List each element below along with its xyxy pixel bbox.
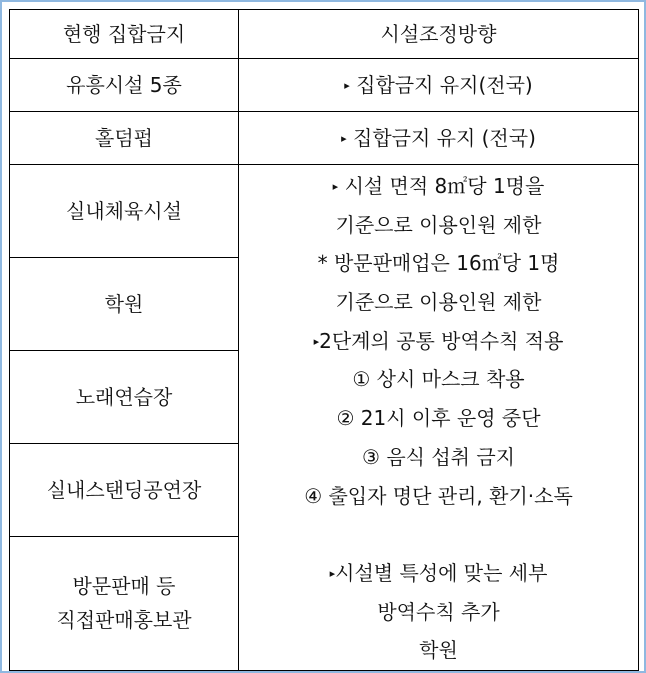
detail-line: ① 상시 마스크 착용 [352, 367, 525, 392]
detail-line: ▸2단계의 공통 방역수칙 적용 [313, 328, 564, 353]
detail-line: ③ 음식 섭취 금지 [362, 444, 515, 469]
table-row [10, 112, 639, 165]
facility-direct-sales: 방문판매 등 직접판매홍보관 [10, 537, 239, 671]
facility-standing-venue: 실내스탠딩공연장 [10, 444, 239, 537]
header-current-ban: 현행 집합금지 [10, 10, 239, 59]
detail-line: * 방문판매업은 16㎡당 1명 [317, 251, 560, 276]
row-entertainment-policy: ▸ 집합금지 유지(전국) [239, 59, 639, 112]
triangle-bullet-icon: ▸ [344, 78, 350, 92]
row-entertainment-venues: 유흥시설 5종 [10, 59, 239, 112]
detail-line: 학원 [419, 638, 458, 663]
spacer [243, 515, 634, 554]
detail-line: ② 21시 이후 운영 중단 [336, 406, 541, 431]
facility-karaoke: 노래연습장 [10, 351, 239, 444]
detail-line: ④ 출입자 명단 관리, 환기·소독 [304, 483, 573, 508]
policy-table [9, 9, 639, 671]
facility-indoor-sports: 실내체육시설 [10, 165, 239, 258]
triangle-bullet-icon: ▸ [313, 334, 320, 348]
facility-academy: 학원 [10, 258, 239, 351]
detail-line: 기준으로 이용인원 제한 [335, 290, 542, 315]
row-holdem-policy: ▸ 집합금지 유지 (전국) [239, 112, 639, 165]
detail-line: ▸시설별 특성에 맞는 세부 [329, 560, 548, 585]
detail-line: ▸ 시설 면적 8㎡당 1명을 [332, 174, 545, 198]
facility-adjustment-details [239, 165, 639, 671]
table-header-row [10, 10, 639, 59]
header-adjustment-direction: 시설조정방향 [239, 10, 639, 59]
triangle-bullet-icon: ▸ [332, 180, 339, 193]
row-holdem-pub: 홀덤펍 [10, 112, 239, 165]
detail-line: 기준으로 이용인원 제한 [335, 212, 542, 237]
detail-line: 방역수칙 추가 [377, 599, 500, 624]
triangle-bullet-icon: ▸ [329, 566, 336, 580]
table-row [10, 59, 639, 112]
table-row [10, 165, 639, 258]
triangle-bullet-icon: ▸ [341, 131, 347, 145]
